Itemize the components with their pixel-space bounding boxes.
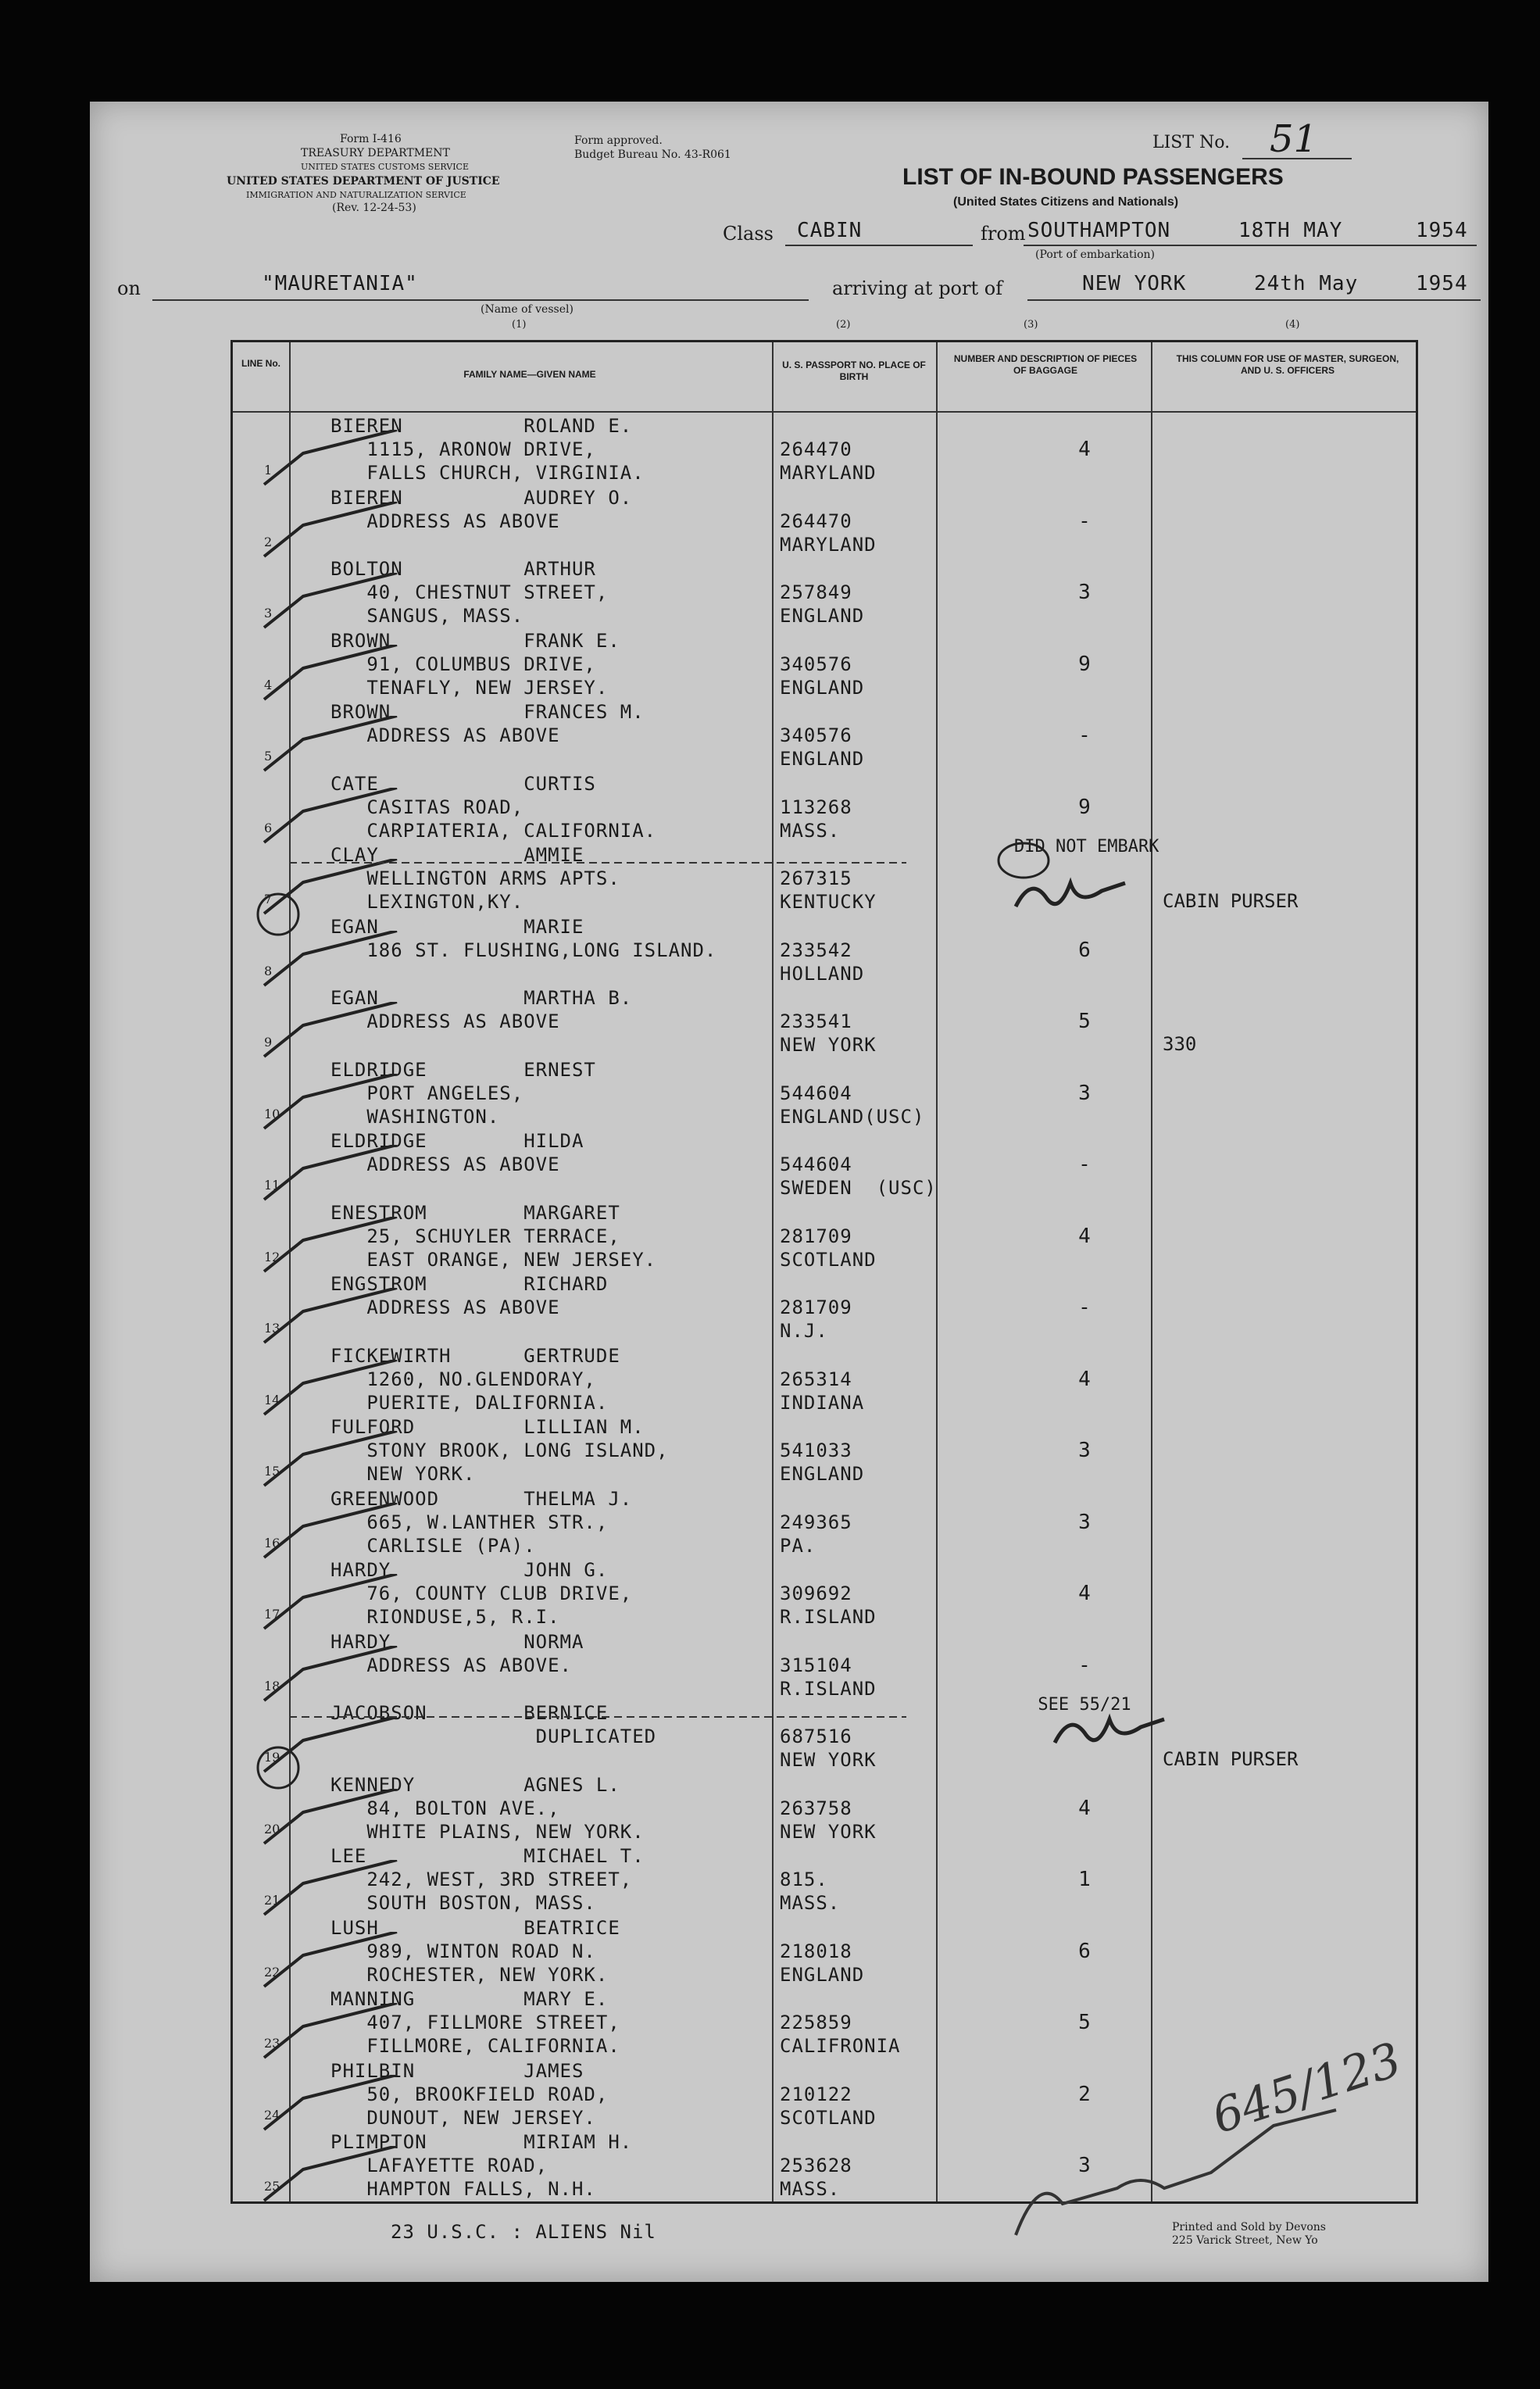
passport-birthplace: 340576 ENGLAND [780, 724, 865, 770]
line-number: 12 [264, 1249, 280, 1264]
line-number: 3 [264, 606, 273, 620]
line-number: 9 [264, 1035, 273, 1050]
customs-label: UNITED STATES CUSTOMS SERVICE [301, 162, 469, 172]
baggage-count: - [1078, 1153, 1091, 1176]
passport-birthplace: 233541 NEW YORK [780, 1010, 877, 1056]
arrival-year: 1954 [1416, 272, 1468, 295]
column-number-2: (2) [836, 319, 851, 331]
column-header-passport: U. S. PASSPORT NO. PLACE OF BIRTH [782, 359, 926, 382]
baggage-count: 5 [1078, 1010, 1091, 1033]
passport-birthplace: 340576 ENGLAND [780, 653, 865, 699]
passport-birthplace: 253628 MASS. [780, 2155, 852, 2200]
circle-mark-line-7 [258, 894, 298, 935]
line-number: 19 [264, 1750, 280, 1765]
passenger-name-address: EGAN MARTHA B. ADDRESS AS ABOVE [331, 987, 633, 1032]
passport-birthplace: 541033 ENGLAND [780, 1439, 865, 1485]
baggage-count: 9 [1078, 652, 1091, 676]
baggage-count: 4 [1078, 438, 1091, 461]
passport-birthplace: 210122 SCOTLAND [780, 2083, 877, 2129]
arrival-date: 24th May [1254, 272, 1359, 295]
baggage-count: 6 [1078, 1939, 1091, 1963]
on-label: on [117, 277, 141, 299]
circle-mark-not [999, 843, 1049, 878]
passenger-name-address: JACOBSON BERNICE DUPLICATED [331, 1702, 657, 1747]
baggage-count: 3 [1078, 581, 1091, 604]
officer-note: 330 [1163, 1033, 1197, 1055]
class-label: Class [723, 223, 774, 245]
baggage-count: SEE 55/21 [1038, 1695, 1131, 1715]
passport-birthplace: 687516 NEW YORK [780, 1726, 877, 1771]
line-number: 10 [264, 1106, 280, 1121]
passenger-name-address: BIEREN ROLAND E. 1115, ARONOW DRIVE, FALLS CHURCH, VIRGINIA. [331, 415, 645, 484]
passenger-name-address: BIEREN AUDREY O. ADDRESS AS ABOVE [331, 486, 633, 532]
signature-mark [1055, 1719, 1164, 1743]
line-number: 22 [264, 1964, 280, 1980]
passenger-name-address: KENNEDY AGNES L. 84, BOLTON AVE., WHITE PLAINS, NEW YORK. [331, 1773, 645, 1843]
passport-birthplace: 309692 R.ISLAND [780, 1583, 877, 1628]
passenger-name-address: FULFORD LILLIAN M. STONY BROOK, LONG ISLAND, NEW YORK. [331, 1416, 669, 1485]
passenger-name-address: CATE CURTIS CASITAS ROAD, CARPIATERIA, CALIFORNIA. [331, 772, 657, 842]
handwritten-total-text: 645/123 [1206, 2032, 1408, 2145]
passport-birthplace: 249365 PA. [780, 1511, 852, 1557]
baggage-count: 3 [1078, 1081, 1091, 1105]
budget-label: Budget Bureau No. 43-R061 [574, 148, 731, 161]
line-number: 14 [264, 1392, 280, 1407]
baggage-count: 3 [1078, 1510, 1091, 1534]
passport-birthplace: 264470 MARYLAND [780, 510, 877, 556]
passport-birthplace: 264470 MARYLAND [780, 438, 877, 484]
baggage-count: 5 [1078, 2011, 1091, 2034]
passenger-name-address: FICKEWIRTH GERTRUDE 1260, NO.GLENDORAY, PUERITE, DALIFORNIA. [331, 1344, 620, 1414]
passenger-name-address: BROWN FRANK E. 91, COLUMBUS DRIVE, TENAFLY, NEW JERSEY. [331, 629, 620, 699]
passport-birthplace: 815. MASS. [780, 1869, 841, 1914]
page-subtitle: (United States Citizens and Nationals) [953, 195, 1179, 209]
officer-note: CABIN PURSER [1163, 890, 1299, 912]
line-number: 6 [264, 820, 273, 835]
rev-label: (Rev. 12-24-53) [332, 202, 416, 214]
baggage-count: 4 [1078, 1224, 1091, 1248]
line-number: 23 [264, 2036, 280, 2051]
column-header-baggage: NUMBER AND DESCRIPTION OF PIECES OF BAGGAGE [953, 353, 1138, 376]
list-no-label: LIST No. [1152, 133, 1231, 152]
passport-birthplace: 218018 ENGLAND [780, 1940, 865, 1986]
line-number: 17 [264, 1607, 280, 1622]
page-title: LIST OF IN-BOUND PASSENGERS [902, 164, 1284, 190]
column-number-3: (3) [1024, 319, 1038, 331]
line-number: 25 [264, 2179, 280, 2194]
passenger-name-address: PHILBIN JAMES 50, BROOKFIELD ROAD, DUNOUT, NEW JERSEY. [331, 2059, 609, 2129]
depart-date: 18TH MAY [1238, 219, 1343, 242]
baggage-count: 4 [1078, 1367, 1091, 1391]
circle-mark-line-19 [258, 1747, 298, 1788]
list-no-value: 51 [1270, 117, 1318, 161]
passenger-name-address: LUSH BEATRICE 989, WINTON ROAD N. ROCHESTER, NEW YORK. [331, 1916, 620, 1986]
class-value: CABIN [797, 219, 863, 242]
aliens-footer: 23 U.S.C. : ALIENS Nil [391, 2221, 656, 2243]
passenger-name-address: PLIMPTON MIRIAM H. LAFAYETTE ROAD, HAMPTON FALLS, N.H. [331, 2131, 633, 2200]
baggage-count: 1 [1078, 1868, 1091, 1891]
line-number: 4 [264, 677, 273, 692]
arriving-label: arriving at port of [832, 277, 1003, 299]
baggage-count: 4 [1078, 1582, 1091, 1605]
passenger-name-address: HARDY NORMA ADDRESS AS ABOVE. [331, 1630, 584, 1676]
column-header-name: FAMILY NAME—GIVEN NAME [463, 369, 596, 380]
justice-label: UNITED STATES DEPARTMENT OF JUSTICE [227, 175, 500, 188]
passenger-name-address: ELDRIDGE ERNEST PORT ANGELES, WASHINGTON. [331, 1058, 596, 1128]
baggage-count: 3 [1078, 1439, 1091, 1462]
passport-birthplace: 315104 R.ISLAND [780, 1654, 877, 1700]
passenger-name-address: HARDY JOHN G. 76, COUNTY CLUB DRIVE, RIONDUSE,5, R.I. [331, 1559, 633, 1628]
baggage-count: 6 [1078, 938, 1091, 962]
vessel-name: "MAURETANIA" [262, 272, 418, 295]
line-number: 2 [264, 534, 273, 549]
baggage-count: DID NOT EMBARK [1014, 837, 1159, 857]
passport-birthplace: 225859 CALIFRONIA [780, 2012, 901, 2057]
line-number: 16 [264, 1535, 280, 1550]
line-number: 8 [264, 963, 273, 978]
approved-label: Form approved. [574, 134, 663, 147]
passenger-name-address: GREENWOOD THELMA J. 665, W.LANTHER STR., CARLISLE (PA). [331, 1487, 633, 1557]
passenger-name-address: BOLTON ARTHUR 40, CHESTNUT STREET, SANGUS, MASS. [331, 558, 609, 627]
baggage-count: 3 [1078, 2154, 1091, 2177]
passport-birthplace: 281709 N.J. [780, 1296, 852, 1342]
handwritten-total [1016, 2110, 1336, 2235]
port-embark-note: (Port of embarkation) [1035, 249, 1155, 261]
signature-mark [1016, 883, 1125, 907]
ins-label: IMMIGRATION AND NATURALIZATION SERVICE [246, 190, 466, 200]
passport-birthplace: 267315 KENTUCKY [780, 867, 877, 913]
baggage-count: - [1078, 724, 1091, 747]
passenger-name-address: EGAN MARIE 186 ST. FLUSHING,LONG ISLAND. [331, 915, 717, 961]
passport-birthplace: 263758 NEW YORK [780, 1797, 877, 1843]
column-number-4: (4) [1285, 319, 1300, 331]
passenger-name-address: LEE MICHAEL T. 242, WEST, 3RD STREET, SOUTH BOSTON, MASS. [331, 1845, 645, 1914]
passenger-name-address: ENESTROM MARGARET 25, SCHUYLER TERRACE, EAST ORANGE, NEW JERSEY. [331, 1201, 657, 1271]
passport-birthplace: 265314 INDIANA [780, 1368, 865, 1414]
passenger-name-address: MANNING MARY E. 407, FILLMORE STREET, FILLMORE, CALIFORNIA. [331, 1988, 620, 2057]
passenger-name-address: BROWN FRANCES M. ADDRESS AS ABOVE [331, 701, 645, 746]
passenger-name-address: ELDRIDGE HILDA ADDRESS AS ABOVE [331, 1130, 584, 1175]
line-number: 18 [264, 1678, 280, 1693]
treasury-label: TREASURY DEPARTMENT [301, 147, 450, 159]
line-number: 20 [264, 1821, 280, 1836]
line-number: 24 [264, 2107, 280, 2123]
form-id: Form I-416 [340, 133, 402, 145]
printer-note: Printed and Sold by Devons 225 Varick Street, New Yo [1172, 2221, 1326, 2247]
line-number: 13 [264, 1321, 280, 1336]
baggage-count: - [1078, 1653, 1091, 1677]
vessel-note: (Name of vessel) [481, 303, 573, 316]
passport-birthplace: 281709 SCOTLAND [780, 1225, 877, 1271]
line-number: 5 [264, 749, 273, 764]
from-label: from [981, 223, 1026, 245]
line-number: 7 [264, 892, 273, 907]
baggage-count: - [1078, 509, 1091, 533]
passenger-name-address: CLAY AMMIE WELLINGTON ARMS APTS. LEXINGTON,KY. [331, 844, 620, 913]
line-number: 11 [264, 1178, 280, 1193]
officer-note: CABIN PURSER [1163, 1748, 1299, 1770]
arrival-port: NEW YORK [1082, 272, 1187, 295]
line-number: 15 [264, 1464, 280, 1479]
baggage-count: - [1078, 1296, 1091, 1319]
from-value: SOUTHAMPTON [1027, 219, 1171, 242]
baggage-count: 9 [1078, 795, 1091, 819]
line-number: 1 [264, 463, 273, 477]
baggage-count: 2 [1078, 2082, 1091, 2106]
passport-birthplace: 113268 MASS. [780, 796, 852, 842]
column-header-officers: THIS COLUMN FOR USE OF MASTER, SURGEON, AND U. S. OFFICERS [1176, 353, 1399, 376]
passenger-name-address: ENGSTROM RICHARD ADDRESS AS ABOVE [331, 1273, 609, 1318]
line-number: 21 [264, 1893, 280, 1908]
depart-year: 1954 [1416, 219, 1468, 242]
passport-birthplace: 233542 HOLLAND [780, 939, 865, 985]
passport-birthplace: 544604 ENGLAND(USC) [780, 1082, 925, 1128]
column-number-1: (1) [512, 319, 527, 331]
passport-birthplace: 257849 ENGLAND [780, 581, 865, 627]
baggage-count: 4 [1078, 1796, 1091, 1820]
column-header-line-no: LINE No. [241, 358, 280, 369]
passport-birthplace: 544604 SWEDEN (USC) [780, 1153, 937, 1199]
